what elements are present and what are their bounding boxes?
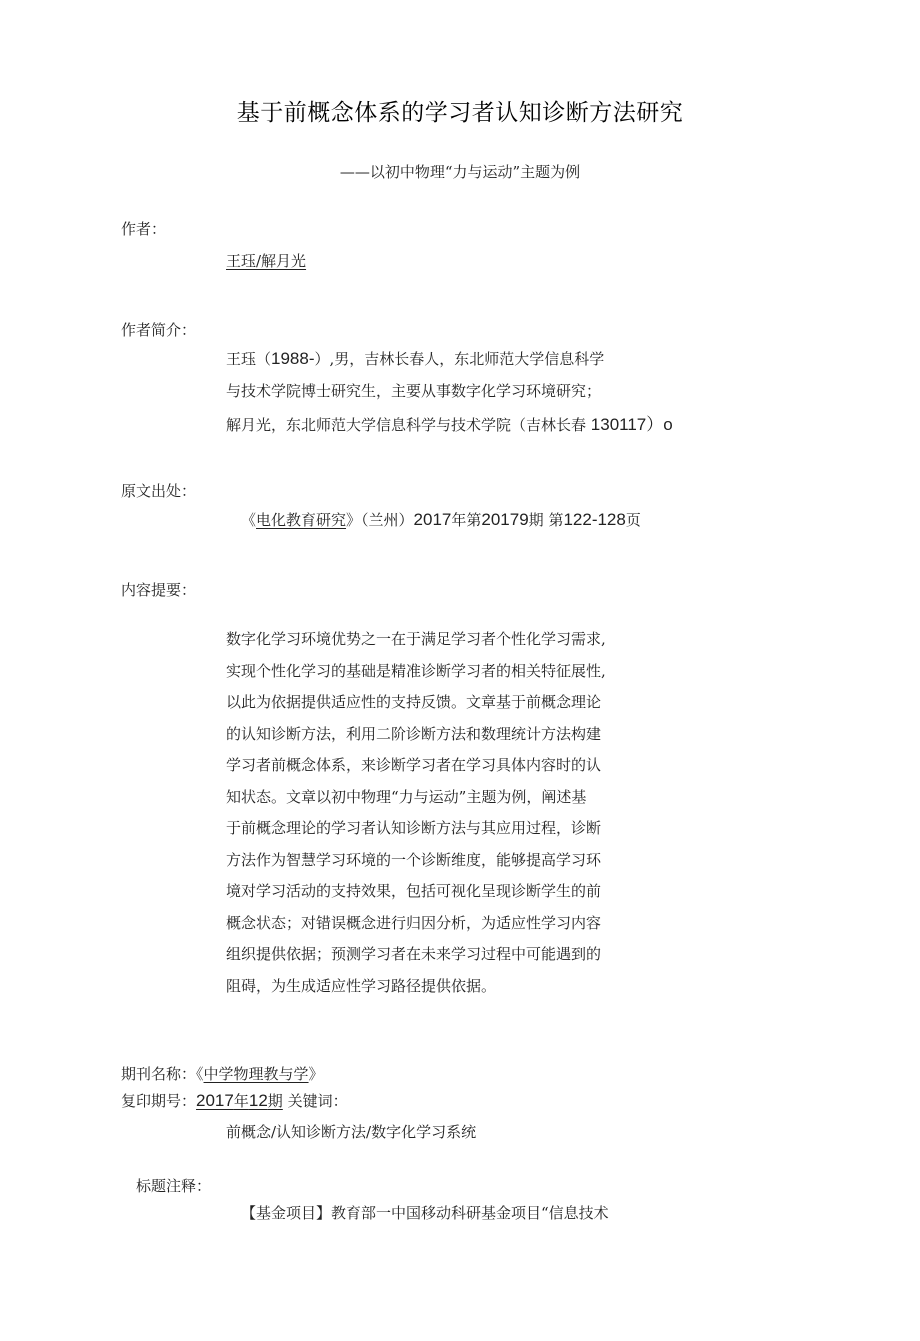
source-label: 原文出处：	[121, 482, 197, 500]
abstract-line: 于前概念理论的学习者认知诊断方法与其应用过程，诊断	[226, 819, 602, 837]
abstract-line: 数字化学习环境优势之一在于满足学习者个性化学习需求,	[226, 630, 606, 648]
authors-link[interactable]: 王珏/解月光	[226, 252, 307, 270]
abstract-label: 内容提要：	[121, 581, 197, 599]
source-issue: 20179	[481, 510, 529, 529]
reprint-issue-link[interactable]	[196, 1092, 283, 1110]
bio-label: 作者简介：	[121, 321, 197, 339]
keywords-label: 关键词：	[287, 1092, 348, 1110]
periodical-label: 期刊名称：	[121, 1065, 197, 1083]
abstract-line: 概念状态；对错误概念进行归因分析，为适应性学习内容	[226, 913, 602, 932]
bio-birth-year: 1988-	[271, 349, 315, 368]
source-pages: 122-128	[563, 510, 626, 529]
source-year: 2017	[413, 510, 452, 529]
reprint-year-suffix: 年	[233, 1092, 249, 1110]
source-open: 《	[241, 511, 257, 529]
reprint-issue: 12	[248, 1091, 268, 1110]
periodical-open: 《	[196, 1065, 204, 1083]
source-close: 》（兰州）	[346, 511, 414, 529]
abstract-line: 以此为依据提供适应性的支持反馈。文章基于前概念理论	[226, 693, 602, 711]
abstract-line: 实现个性化学习的基础是精准诊断学习者的相关特征展性,	[226, 661, 606, 680]
reprint-issue-suffix: 期	[267, 1092, 283, 1110]
periodical-name-link[interactable]: 中学物理教与学	[203, 1065, 309, 1083]
abstract-line: 的认知诊断方法，利用二阶诊断方法和数理统计方法构建	[226, 724, 602, 743]
source-citation	[241, 509, 641, 530]
abstract-line: 境对学习活动的支持效果，包括可视化呈现诊断学生的前	[226, 882, 602, 900]
bio-line-3	[226, 410, 673, 435]
bio-line-3-prefix: 解月光，东北师范大学信息科学与技术学院（吉林长春	[226, 416, 587, 434]
source-journal-link[interactable]: 电化教育研究	[256, 511, 347, 529]
reprint-label: 复印期号：	[121, 1092, 197, 1110]
bio-line-2: 与技术学院博士研究生，主要从事数字化学习环境研究；	[226, 382, 602, 400]
bio-line-1-prefix: 王珏（	[226, 350, 272, 368]
bio-line-1	[226, 348, 604, 369]
abstract-body	[226, 624, 646, 1002]
periodical-row	[121, 1063, 324, 1084]
bio-line-1-suffix: ）,男，吉林长春人，东北师范大学信息科学	[314, 350, 605, 368]
bio-line-3-suffix: ）o	[646, 415, 673, 434]
source-year-suffix: 年第	[451, 511, 482, 529]
source-pages-suffix: 页	[625, 511, 641, 529]
bio-postal-code: 130117	[590, 415, 647, 434]
note-text: 【基金项目】教育部一中国移动科研基金项目“信息技术	[241, 1204, 609, 1222]
abstract-line: 阻碍，为生成适应性学习路径提供依据。	[226, 976, 497, 995]
periodical-close: 》	[308, 1065, 324, 1083]
abstract-line: 知状态。文章以初中物理“力与运动”主题为例，阐述基	[226, 787, 587, 806]
abstract-line: 组织提供依据；预测学习者在未来学习过程中可能遇到的	[226, 945, 602, 963]
page-subtitle: ——以初中物理“力与运动”主题为例	[339, 163, 581, 181]
note-label: 标题注释：	[136, 1177, 212, 1195]
authors-label: 作者：	[121, 220, 167, 238]
abstract-line: 学习者前概念体系，来诊断学习者在学习具体内容时的认	[226, 756, 602, 774]
source-issue-suffix: 期 第	[528, 511, 564, 529]
abstract-line: 方法作为智慧学习环境的一个诊断维度，能够提高学习环	[226, 850, 602, 869]
reprint-year: 2017	[196, 1091, 234, 1110]
page-title: 基于前概念体系的学习者认知诊断方法研究	[236, 100, 684, 126]
reprint-row	[121, 1090, 348, 1111]
keywords-list: 前概念/认知诊断方法/数字化学习系统	[226, 1123, 477, 1141]
